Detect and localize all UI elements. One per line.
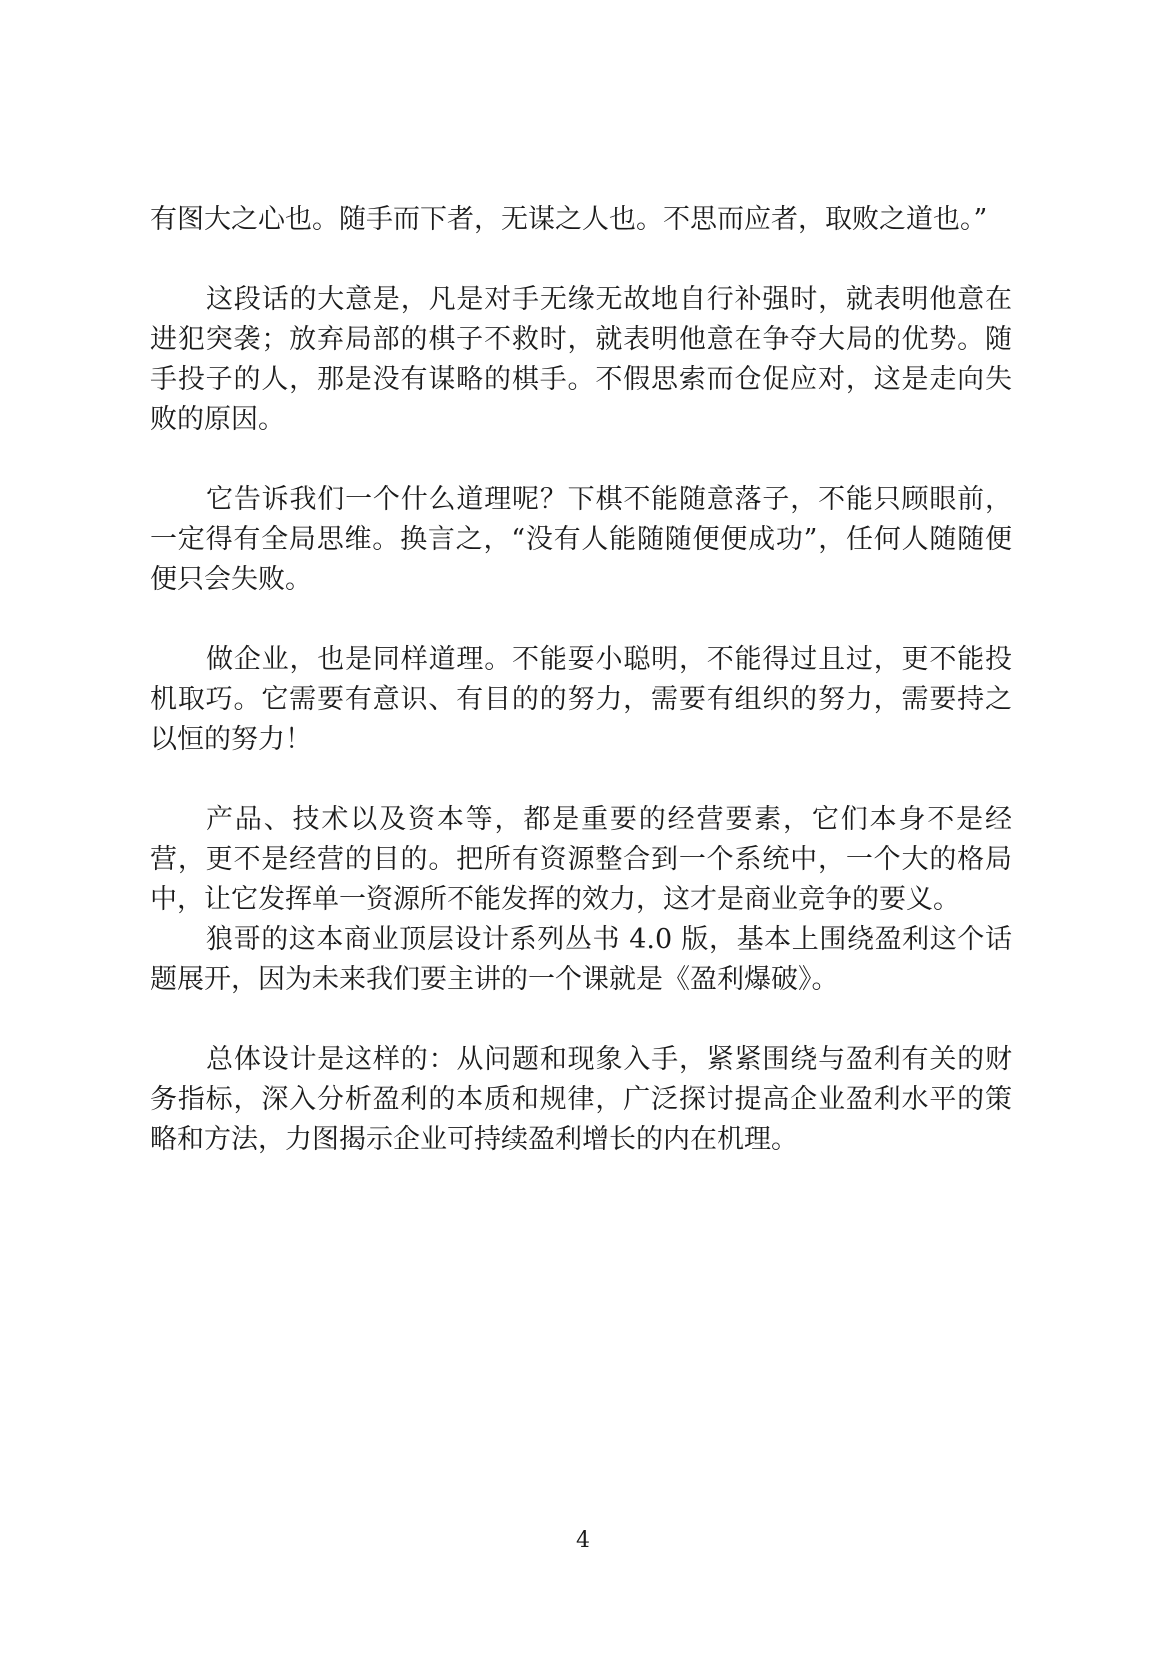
body-text bbox=[150, 200, 1012, 1200]
paragraph-3: 它告诉我们一个什么道理呢？下棋不能随意落子，不能只顾眼前，一定得有全局思维。换言之，“没有人能随随便便成功”，任何人随随便便只会失败。 bbox=[150, 484, 1012, 595]
paragraph-4: 做企业，也是同样道理。不能耍小聪明，不能得过且过，更不能投机取巧。它需要有意识、有目的的努力，需要有组织的努力，需要持之以恒的努力！ bbox=[150, 644, 1012, 755]
page-number: 4 bbox=[576, 1528, 590, 1553]
paragraph-2: 这段话的大意是，凡是对手无缘无故地自行补强时，就表明他意在进犯突袭；放弃局部的棋子不救时，就表明他意在争夺大局的优势。随手投子的人，那是没有谋略的棋手。不假思索而仓促应对，这是走向失败的原因。 bbox=[150, 284, 1012, 435]
paragraph-7: 总体设计是这样的：从问题和现象入手，紧紧围绕与盈利有关的财务指标，深入分析盈利的本质和规律，广泛探讨提高企业盈利水平的策略和方法，力图揭示企业可持续盈利增长的内在机理。 bbox=[150, 1044, 1012, 1155]
paragraph-6: 狼哥的这本商业顶层设计系列丛书 4.0 版，基本上围绕盈利这个话题展开，因为未来我们要主讲的一个课就是《盈利爆破》。 bbox=[150, 924, 1012, 995]
paragraph-1: 有图大之心也。随手而下者，无谋之人也。不思而应者，取败之道也。” bbox=[150, 204, 988, 235]
paragraph-5: 产品、技术以及资本等，都是重要的经营要素，它们本身不是经营，更不是经营的目的。把所有资源整合到一个系统中，一个大的格局中，让它发挥单一资源所不能发挥的效力，这才是商业竞争的要义。 bbox=[150, 804, 1012, 915]
